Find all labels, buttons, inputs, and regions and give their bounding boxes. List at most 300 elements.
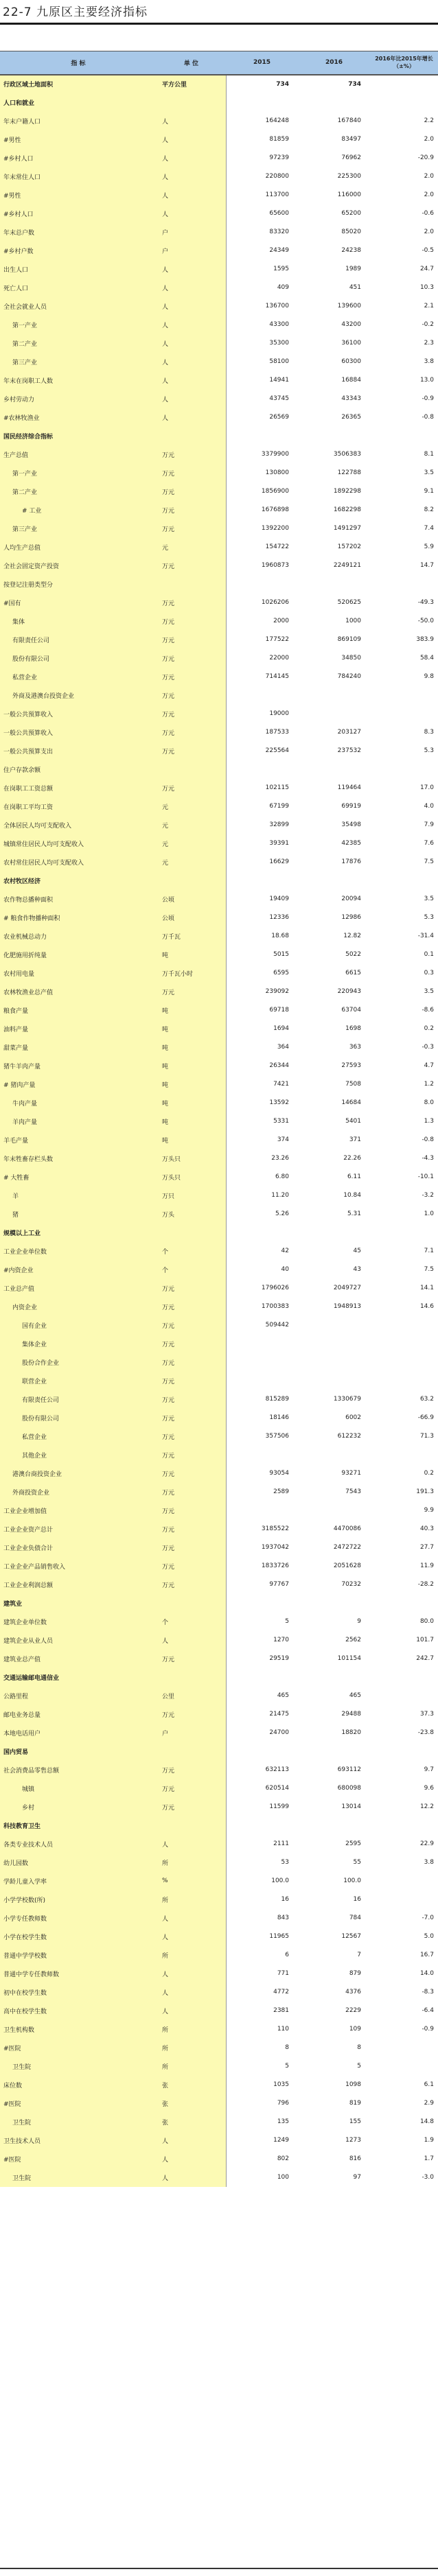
value-2016-cell: 7543 bbox=[345, 1488, 361, 1495]
table-row bbox=[0, 1761, 438, 1779]
value-2016-cell: 43 bbox=[353, 1266, 361, 1273]
indicator-cell: 卫生院 bbox=[0, 2113, 157, 2131]
value-2015-cell: 97767 bbox=[269, 1581, 289, 1588]
value-2015-cell bbox=[226, 1816, 298, 1835]
value-2016-cell: 371 bbox=[349, 1136, 361, 1143]
growth-cell: 5.9 bbox=[424, 543, 434, 550]
table-row bbox=[0, 2131, 438, 2150]
value-2015-cell: 1249 bbox=[273, 2137, 289, 2144]
header-unit: 单 位 bbox=[157, 51, 226, 75]
value-2016-cell: 157202 bbox=[337, 543, 361, 550]
growth-cell: -0.8 bbox=[422, 1136, 434, 1143]
growth-cell: -28.2 bbox=[417, 1581, 434, 1588]
section-row bbox=[0, 1742, 438, 1761]
value-2015-cell: 14941 bbox=[269, 377, 289, 384]
unit-cell: 万元 bbox=[157, 1483, 226, 1501]
table-row bbox=[0, 390, 438, 408]
unit-cell: 元 bbox=[157, 834, 226, 853]
value-2015-cell: 1694 bbox=[273, 1025, 289, 1032]
value-2016-cell: 1491297 bbox=[333, 525, 361, 532]
header-2015: 2015 bbox=[226, 51, 298, 75]
indicator-cell: 人口和就业 bbox=[0, 93, 157, 112]
growth-cell: 383.9 bbox=[416, 636, 434, 643]
value-2016-cell: 18820 bbox=[341, 1729, 361, 1736]
unit-cell: 万元 bbox=[157, 519, 226, 538]
growth-cell: 17.0 bbox=[419, 784, 434, 791]
value-2015-cell: 26569 bbox=[269, 414, 289, 421]
unit-cell: 人 bbox=[157, 1835, 226, 1853]
indicator-cell: 其他企业 bbox=[0, 1446, 157, 1464]
value-2015-cell bbox=[226, 1594, 298, 1613]
table-row bbox=[0, 223, 438, 242]
unit-cell: 人 bbox=[157, 316, 226, 334]
table-row bbox=[0, 890, 438, 909]
section-row bbox=[0, 1223, 438, 1242]
growth-cell bbox=[370, 427, 438, 445]
indicator-cell: 一般公共预算收入 bbox=[0, 723, 157, 742]
value-2016-cell: 9 bbox=[357, 1618, 361, 1625]
header-2016: 2016 bbox=[298, 51, 370, 75]
value-2016-cell: 5401 bbox=[345, 1118, 361, 1125]
value-2015-cell: 58100 bbox=[269, 358, 289, 365]
table-row bbox=[0, 797, 438, 816]
unit-cell: 人 bbox=[157, 279, 226, 297]
growth-cell: 71.3 bbox=[419, 1433, 434, 1440]
table-row bbox=[0, 2168, 438, 2187]
value-2015-cell: 2589 bbox=[273, 1488, 289, 1495]
value-2016-cell: 8 bbox=[357, 2044, 361, 2051]
indicator-cell: 床位数 bbox=[0, 2076, 157, 2094]
value-2015-cell: 465 bbox=[277, 1692, 289, 1699]
indicator-cell: 粮食产量 bbox=[0, 1001, 157, 1020]
value-2015-cell bbox=[226, 1223, 298, 1242]
indicator-cell: #医院 bbox=[0, 2094, 157, 2113]
table-row bbox=[0, 1001, 438, 1020]
growth-cell: -3.0 bbox=[422, 2174, 434, 2181]
growth-cell: 4.0 bbox=[424, 803, 434, 810]
value-2015-cell: 65600 bbox=[269, 210, 289, 217]
unit-cell: 吨 bbox=[157, 1094, 226, 1112]
growth-cell: 2.0 bbox=[424, 191, 434, 198]
value-2015-cell: 130800 bbox=[265, 469, 289, 476]
value-2016-cell: 12986 bbox=[341, 914, 361, 921]
value-2016-cell: 7508 bbox=[345, 1081, 361, 1088]
value-2016-cell bbox=[298, 760, 370, 779]
value-2016-cell: 1948913 bbox=[333, 1303, 361, 1310]
unit-cell: 所 bbox=[157, 1890, 226, 1909]
unit-cell: 万元 bbox=[157, 631, 226, 649]
unit-cell: 人 bbox=[157, 408, 226, 427]
value-2015-cell: 12336 bbox=[269, 914, 289, 921]
table-row bbox=[0, 371, 438, 390]
value-2016-cell bbox=[298, 1353, 370, 1372]
indicator-cell: 邮电业务总量 bbox=[0, 1705, 157, 1724]
growth-cell bbox=[370, 2039, 438, 2057]
unit-cell: 万元 bbox=[157, 1761, 226, 1779]
value-2016-cell: 167840 bbox=[337, 117, 361, 124]
unit-cell: 所 bbox=[157, 1946, 226, 1965]
growth-cell: 14.7 bbox=[419, 562, 434, 569]
table-row bbox=[0, 464, 438, 482]
indicator-cell: 卫生机构数 bbox=[0, 2020, 157, 2039]
indicator-cell: #乡村人口 bbox=[0, 149, 157, 167]
growth-cell: 2.1 bbox=[424, 303, 434, 309]
indicator-cell: 内资企业 bbox=[0, 1298, 157, 1316]
unit-cell: 个 bbox=[157, 1613, 226, 1631]
value-2015-cell: 374 bbox=[277, 1136, 289, 1143]
unit-cell bbox=[157, 575, 226, 594]
growth-cell bbox=[370, 2057, 438, 2076]
value-2015-cell: 2111 bbox=[273, 1840, 289, 1847]
growth-cell: 9.7 bbox=[424, 1766, 434, 1773]
indicator-cell: 第三产业 bbox=[0, 519, 157, 538]
value-2016-cell: 43200 bbox=[341, 321, 361, 328]
growth-cell: 58.4 bbox=[419, 655, 434, 661]
value-2015-cell: 1392200 bbox=[261, 525, 289, 532]
table-row bbox=[0, 1946, 438, 1965]
growth-cell: 14.0 bbox=[419, 1970, 434, 1977]
value-2015-cell: 5 bbox=[285, 1618, 289, 1625]
value-2015-cell: 53 bbox=[281, 1859, 289, 1866]
growth-cell: 22.9 bbox=[419, 1840, 434, 1847]
growth-cell bbox=[370, 1316, 438, 1335]
value-2016-cell: 34850 bbox=[341, 655, 361, 661]
unit-cell: 所 bbox=[157, 2057, 226, 2076]
value-2015-cell: 802 bbox=[277, 2155, 289, 2162]
unit-cell: 吨 bbox=[157, 1001, 226, 1020]
growth-cell bbox=[370, 93, 438, 112]
section-row bbox=[0, 427, 438, 445]
unit-cell: 张 bbox=[157, 2094, 226, 2113]
indicator-cell: 甜菜产量 bbox=[0, 1038, 157, 1057]
value-2016-cell: 3506383 bbox=[333, 451, 361, 458]
indicator-cell: #医院 bbox=[0, 2150, 157, 2168]
unit-cell: 人 bbox=[157, 1631, 226, 1650]
table-row bbox=[0, 1168, 438, 1186]
table-row bbox=[0, 723, 438, 742]
indicator-cell: 集体企业 bbox=[0, 1335, 157, 1353]
value-2015-cell bbox=[226, 1742, 298, 1761]
value-2016-cell: 12.82 bbox=[343, 933, 361, 939]
unit-cell: % bbox=[157, 1872, 226, 1890]
value-2015-cell bbox=[226, 760, 298, 779]
value-2016-cell: 1273 bbox=[345, 2137, 361, 2144]
indicator-cell: #内资企业 bbox=[0, 1261, 157, 1279]
table-row bbox=[0, 760, 438, 779]
growth-cell: 80.0 bbox=[419, 1618, 434, 1625]
growth-cell: 7.5 bbox=[424, 1266, 434, 1273]
value-2015-cell: 1026206 bbox=[261, 599, 289, 606]
value-2015-cell: 83320 bbox=[269, 229, 289, 235]
table-row bbox=[0, 964, 438, 983]
value-2016-cell: 4470086 bbox=[333, 1525, 361, 1532]
indicator-cell: 工业总产值 bbox=[0, 1279, 157, 1298]
unit-cell: 万元 bbox=[157, 668, 226, 686]
growth-cell: 9.8 bbox=[424, 673, 434, 680]
value-2015-cell: 69718 bbox=[269, 1007, 289, 1014]
indicator-cell: 农作物总播种面积 bbox=[0, 890, 157, 909]
indicator-cell: 国有企业 bbox=[0, 1316, 157, 1335]
value-2015-cell: 39391 bbox=[269, 840, 289, 847]
value-2016-cell: 2562 bbox=[345, 1637, 361, 1643]
value-2016-cell: 1000 bbox=[345, 618, 361, 624]
growth-cell: 3.5 bbox=[424, 469, 434, 476]
value-2016-cell: 5022 bbox=[345, 951, 361, 958]
indicator-cell: 农村牧区经济 bbox=[0, 871, 157, 890]
growth-cell bbox=[370, 1335, 438, 1353]
table-row bbox=[0, 1316, 438, 1335]
growth-cell: 3.8 bbox=[424, 358, 434, 365]
value-2016-cell: 100.0 bbox=[343, 1877, 361, 1884]
indicator-cell: 农村用电量 bbox=[0, 964, 157, 983]
unit-cell: 人 bbox=[157, 2131, 226, 2150]
growth-cell: -3.2 bbox=[422, 1192, 434, 1199]
indicator-cell: 社会消费品零售总额 bbox=[0, 1761, 157, 1779]
value-2015-cell: 113700 bbox=[265, 191, 289, 198]
unit-cell: 万元 bbox=[157, 482, 226, 501]
bottom-rule bbox=[0, 2568, 438, 2569]
unit-cell: 人 bbox=[157, 1909, 226, 1928]
growth-cell bbox=[370, 1223, 438, 1242]
unit-cell: 吨 bbox=[157, 1038, 226, 1057]
table-row bbox=[0, 204, 438, 223]
indicator-cell: # 工业 bbox=[0, 501, 157, 519]
unit-cell: 万千瓦 bbox=[157, 927, 226, 946]
growth-cell: 27.7 bbox=[419, 1544, 434, 1551]
table-row bbox=[0, 927, 438, 946]
growth-cell bbox=[370, 1594, 438, 1613]
unit-cell: 万元 bbox=[157, 1335, 226, 1353]
indicator-cell: 在岗职工平均工资 bbox=[0, 797, 157, 816]
value-2015-cell: 8 bbox=[285, 2044, 289, 2051]
unit-cell: 万元 bbox=[157, 1576, 226, 1594]
unit-cell bbox=[157, 1223, 226, 1242]
indicator-cell: #农林牧渔业 bbox=[0, 408, 157, 427]
growth-cell: 0.1 bbox=[424, 951, 434, 958]
value-2016-cell bbox=[298, 705, 370, 723]
unit-cell bbox=[157, 1742, 226, 1761]
indicator-cell: 股份合作企业 bbox=[0, 1353, 157, 1372]
growth-cell: 3.8 bbox=[424, 1859, 434, 1866]
value-2015-cell: 4772 bbox=[273, 1989, 289, 1995]
value-2016-cell: 869109 bbox=[337, 636, 361, 643]
growth-cell: 12.2 bbox=[419, 1803, 434, 1810]
table-row bbox=[0, 1538, 438, 1557]
table-row bbox=[0, 1705, 438, 1724]
unit-cell: 万元 bbox=[157, 1650, 226, 1668]
value-2015-cell: 97239 bbox=[269, 154, 289, 161]
value-2016-cell: 101154 bbox=[337, 1655, 361, 1662]
growth-cell: 1.2 bbox=[424, 1081, 434, 1088]
value-2015-cell: 5331 bbox=[273, 1118, 289, 1125]
value-2016-cell: 119464 bbox=[337, 784, 361, 791]
unit-cell: 公顷 bbox=[157, 909, 226, 927]
value-2016-cell: 70232 bbox=[341, 1581, 361, 1588]
table-row bbox=[0, 1149, 438, 1168]
value-2015-cell: 21475 bbox=[269, 1711, 289, 1718]
table-row bbox=[0, 1928, 438, 1946]
growth-cell: 2.2 bbox=[424, 117, 434, 124]
value-2015-cell: 35300 bbox=[269, 340, 289, 347]
unit-cell: 万元 bbox=[157, 686, 226, 705]
indicator-cell: 一般公共预算支出 bbox=[0, 742, 157, 760]
unit-cell: 万元 bbox=[157, 557, 226, 575]
value-2015-cell: 1035 bbox=[273, 2081, 289, 2088]
growth-cell: 7.6 bbox=[424, 840, 434, 847]
value-2015-cell: 843 bbox=[277, 1915, 289, 1921]
value-2015-cell: 409 bbox=[277, 284, 289, 291]
unit-cell: 人 bbox=[157, 1928, 226, 1946]
indicator-cell: #乡村户数 bbox=[0, 242, 157, 260]
value-2015-cell: 1676898 bbox=[261, 506, 289, 513]
indicator-cell: 公路里程 bbox=[0, 1687, 157, 1705]
value-2016-cell bbox=[298, 575, 370, 594]
table-row bbox=[0, 1983, 438, 2002]
value-2015-cell: 154722 bbox=[265, 543, 289, 550]
growth-cell: 9.1 bbox=[424, 488, 434, 495]
growth-cell: 14.8 bbox=[419, 2118, 434, 2125]
growth-cell: 8.0 bbox=[424, 1099, 434, 1106]
indicator-cell: 交通运输邮电通信业 bbox=[0, 1668, 157, 1687]
indicator-cell: 外商及港澳台投资企业 bbox=[0, 686, 157, 705]
unit-cell: 万元 bbox=[157, 464, 226, 482]
value-2016-cell: 7 bbox=[357, 1952, 361, 1958]
unit-cell bbox=[157, 427, 226, 445]
growth-cell: 0.3 bbox=[424, 970, 434, 976]
value-2015-cell: 40 bbox=[281, 1266, 289, 1273]
unit-cell: 万元 bbox=[157, 723, 226, 742]
indicator-cell: 第三产业 bbox=[0, 353, 157, 371]
table-row bbox=[0, 2076, 438, 2094]
value-2015-cell: 102115 bbox=[265, 784, 289, 791]
unit-cell: 个 bbox=[157, 1242, 226, 1261]
growth-cell: 11.9 bbox=[419, 1562, 434, 1569]
value-2016-cell: 14684 bbox=[341, 1099, 361, 1106]
unit-cell: 万元 bbox=[157, 1390, 226, 1409]
value-2015-cell bbox=[226, 575, 298, 594]
value-2016-cell: 1098 bbox=[345, 2081, 361, 2088]
growth-cell: -0.2 bbox=[422, 321, 434, 328]
growth-cell: 1.9 bbox=[424, 2137, 434, 2144]
growth-cell: -8.3 bbox=[422, 1989, 434, 1995]
table-row bbox=[0, 501, 438, 519]
value-2016-cell: 1989 bbox=[345, 266, 361, 272]
unit-cell: 万元 bbox=[157, 1501, 226, 1520]
growth-cell: -4.3 bbox=[422, 1155, 434, 1162]
indicator-cell: #男性 bbox=[0, 186, 157, 204]
table-row bbox=[0, 1631, 438, 1650]
growth-cell: 14.6 bbox=[419, 1303, 434, 1310]
unit-cell: 万元 bbox=[157, 1705, 226, 1724]
indicator-cell: 第二产业 bbox=[0, 482, 157, 501]
value-2015-cell: 2000 bbox=[273, 618, 289, 624]
table-row bbox=[0, 2094, 438, 2113]
value-2015-cell: 6595 bbox=[273, 970, 289, 976]
indicator-cell: 卫生院 bbox=[0, 2168, 157, 2187]
unit-cell: 人 bbox=[157, 167, 226, 186]
indicator-cell: 全社会就业人员 bbox=[0, 297, 157, 316]
indicator-cell: 学龄儿童入学率 bbox=[0, 1872, 157, 1890]
table-row bbox=[0, 909, 438, 927]
unit-cell: 所 bbox=[157, 2039, 226, 2057]
value-2016-cell: 220943 bbox=[337, 988, 361, 995]
growth-cell: 2.3 bbox=[424, 340, 434, 347]
growth-cell bbox=[370, 1890, 438, 1909]
indicator-cell: #乡村人口 bbox=[0, 204, 157, 223]
table-row bbox=[0, 75, 438, 93]
value-2016-cell: 237532 bbox=[337, 747, 361, 754]
value-2016-cell bbox=[298, 1316, 370, 1335]
indicator-cell: 工业企业负债合计 bbox=[0, 1538, 157, 1557]
table-row bbox=[0, 445, 438, 464]
value-2015-cell: 11965 bbox=[269, 1933, 289, 1940]
growth-cell: -23.8 bbox=[417, 1729, 434, 1736]
growth-cell: 5.3 bbox=[424, 914, 434, 921]
unit-cell: 公里 bbox=[157, 1687, 226, 1705]
table-row bbox=[0, 816, 438, 834]
growth-cell: 7.9 bbox=[424, 821, 434, 828]
unit-cell: 万元 bbox=[157, 501, 226, 519]
indicator-cell: 住户存款余额 bbox=[0, 760, 157, 779]
table-row bbox=[0, 686, 438, 705]
value-2015-cell: 620514 bbox=[265, 1785, 289, 1792]
indicator-cell: 城镇常住居民人均可支配收入 bbox=[0, 834, 157, 853]
value-2015-cell: 509442 bbox=[265, 1322, 289, 1328]
value-2015-cell bbox=[226, 1446, 298, 1464]
growth-cell: 24.7 bbox=[419, 266, 434, 272]
value-2015-cell: 16629 bbox=[269, 858, 289, 865]
value-2015-cell: 1937042 bbox=[261, 1544, 289, 1551]
unit-cell: 人 bbox=[157, 2150, 226, 2168]
indicator-cell: # 猪肉产量 bbox=[0, 1075, 157, 1094]
unit-cell: 人 bbox=[157, 112, 226, 130]
unit-cell: 万头 bbox=[157, 1205, 226, 1223]
value-2016-cell: 1892298 bbox=[333, 488, 361, 495]
unit-cell: 万元 bbox=[157, 649, 226, 668]
value-2015-cell: 6 bbox=[285, 1952, 289, 1958]
table-row bbox=[0, 1890, 438, 1909]
value-2016-cell: 1330679 bbox=[333, 1396, 361, 1403]
table-row bbox=[0, 316, 438, 334]
growth-cell: -66.9 bbox=[417, 1414, 434, 1421]
unit-cell: 万元 bbox=[157, 1427, 226, 1446]
unit-cell: 平方公里 bbox=[157, 75, 226, 93]
value-2015-cell: 29519 bbox=[269, 1655, 289, 1662]
section-row bbox=[0, 1594, 438, 1613]
unit-cell: 个 bbox=[157, 1261, 226, 1279]
value-2016-cell: 45 bbox=[353, 1248, 361, 1254]
indicator-cell: 高中在校学生数 bbox=[0, 2002, 157, 2020]
table-row bbox=[0, 1835, 438, 1853]
table-row bbox=[0, 1112, 438, 1131]
value-2015-cell bbox=[226, 93, 298, 112]
indicator-cell: #男性 bbox=[0, 130, 157, 149]
indicator-cell: 按登记注册类型分 bbox=[0, 575, 157, 594]
indicator-cell: # 大牲畜 bbox=[0, 1168, 157, 1186]
table-row bbox=[0, 575, 438, 594]
unit-cell: 万元 bbox=[157, 1298, 226, 1316]
unit-cell: 人 bbox=[157, 186, 226, 204]
indicator-cell: 死亡人口 bbox=[0, 279, 157, 297]
value-2015-cell: 11599 bbox=[269, 1803, 289, 1810]
growth-cell: -0.5 bbox=[422, 247, 434, 254]
unit-cell: 万元 bbox=[157, 1409, 226, 1427]
unit-cell: 万元 bbox=[157, 1446, 226, 1464]
table-row bbox=[0, 1576, 438, 1594]
growth-cell: 8.2 bbox=[424, 506, 434, 513]
indicator-cell: 年末户籍人口 bbox=[0, 112, 157, 130]
unit-cell: 万元 bbox=[157, 445, 226, 464]
